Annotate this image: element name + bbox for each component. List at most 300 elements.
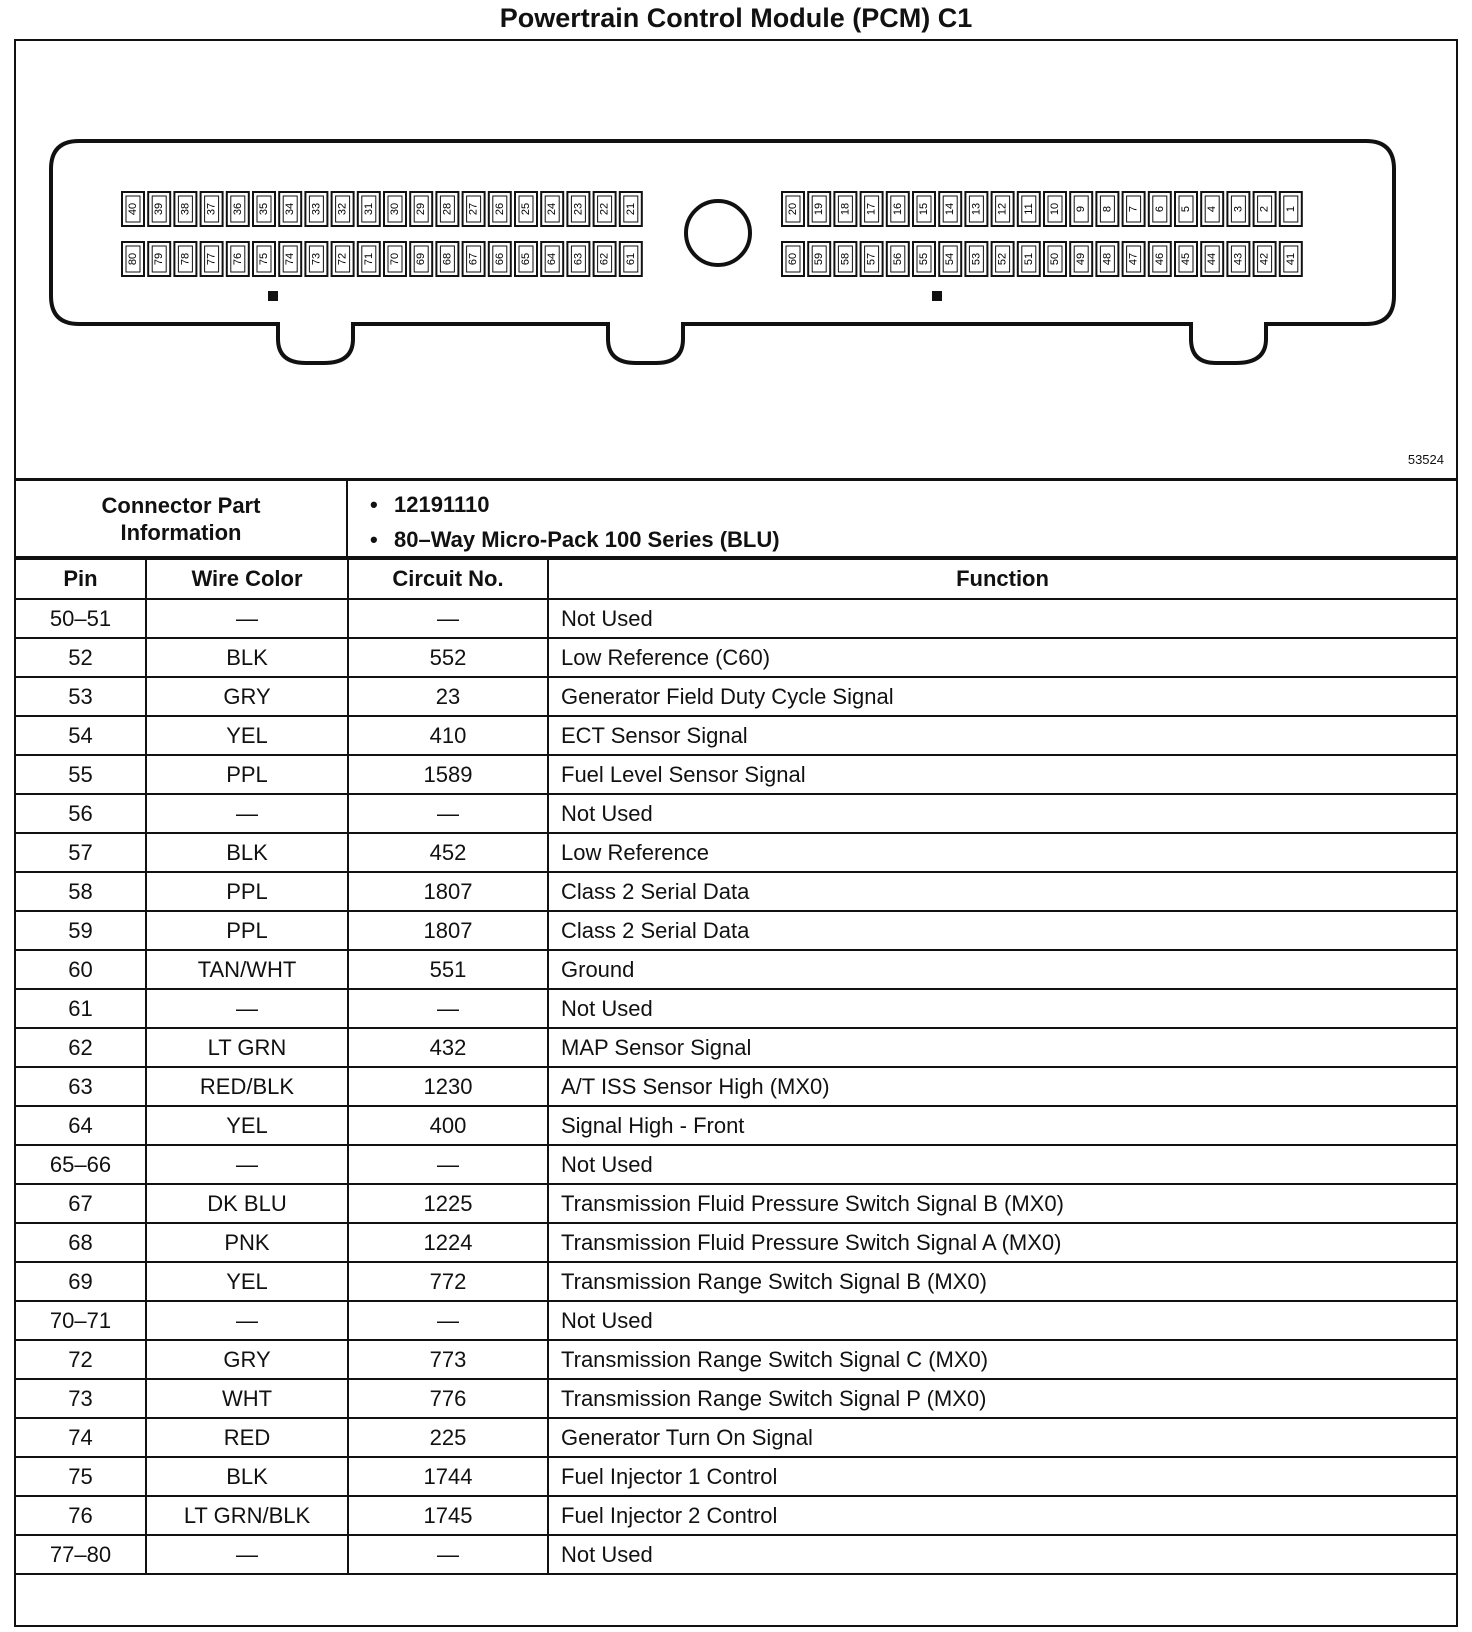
wire-color-cell: GRY [146,677,348,716]
connector-pin-cavity [489,192,511,226]
wire-color-cell: BLK [146,638,348,677]
part-number-line [370,487,780,522]
function-cell: Transmission Fluid Pressure Switch Signal A (MX0) [548,1223,1456,1262]
function-cell: Not Used [548,599,1456,638]
table-row [16,989,1456,1028]
connector-pin-cavity [515,192,537,226]
pin-number-label: 77 [205,252,218,266]
pin-75-marker [268,291,278,301]
connector-pin-cavity [1280,242,1302,276]
connector-pin-cavity [174,242,196,276]
circuit-cell: 552 [348,638,548,677]
connector-pin-cavity [410,192,432,226]
connector-pin-cavity [913,242,935,276]
connector-info-values [370,487,780,557]
circuit-cell: 551 [348,950,548,989]
connector-pin-cavity [201,192,223,226]
circuit-cell: 1744 [348,1457,548,1496]
circuit-cell: 1807 [348,872,548,911]
pin-number-label: 60 [787,252,799,266]
circuit-cell: 776 [348,1379,548,1418]
pin-number-label: 25 [520,202,532,216]
connector-pin-cavity [1201,242,1223,276]
connector-pin-cavity [410,242,432,276]
pin-number-label: 56 [891,252,904,266]
connector-pin-cavity [436,242,458,276]
circuit-cell: 773 [348,1340,548,1379]
connector-pin-cavity [620,242,642,276]
connector-pin-cavity [463,242,485,276]
pin-number-label: 78 [179,252,192,266]
function-cell: Generator Turn On Signal [548,1418,1456,1457]
table-row [16,833,1456,872]
pin-cell: 75 [16,1457,146,1496]
pin-cell: 56 [16,794,146,833]
wire-color-cell: RED [146,1418,348,1457]
function-cell: ECT Sensor Signal [548,716,1456,755]
connector-description: 80–Way Micro-Pack 100 Series (BLU) [394,527,780,552]
bullet: • [370,492,378,517]
circuit-cell: 1224 [348,1223,548,1262]
part-number: 12191110 [394,492,490,517]
function-cell: A/T ISS Sensor High (MX0) [548,1067,1456,1106]
pin-number-label: 24 [546,202,559,216]
pin-number-label: 1 [1284,205,1297,213]
pin-number-label: 10 [1049,202,1061,216]
connector-pin-cavity [992,192,1014,226]
pin-cell: 59 [16,911,146,950]
table-row [16,1535,1456,1574]
table-row [16,1028,1456,1067]
pin-number-label: 47 [1127,252,1140,266]
table-row [16,1184,1456,1223]
table-row [16,1340,1456,1379]
pin-cell: 74 [16,1418,146,1457]
table-row [16,794,1456,833]
connector-pin-cavity [253,192,275,226]
pin-number-label: 62 [598,252,611,266]
connector-pin-cavity [834,242,856,276]
pin-number-label: 18 [839,202,852,216]
connector-pin-cavity [1018,192,1040,226]
connector-pin-cavity [541,242,563,276]
connector-info-label-line2: Information [120,519,242,545]
circuit-cell: 1745 [348,1496,548,1535]
pin-number-label: 74 [284,252,297,266]
wire-color-cell: — [146,1535,348,1574]
pin-number-label: 26 [493,202,506,216]
connector-pin-cavity [1254,242,1276,276]
connector-pin-cavity [1201,192,1223,226]
function-cell: Signal High - Front [548,1106,1456,1145]
wire-color-cell: BLK [146,833,348,872]
connector-pin-cavity [965,242,987,276]
connector-pin-cavity [1018,242,1040,276]
connector-pin-cavity [1254,192,1276,226]
wire-color-cell: PPL [146,755,348,794]
circuit-cell: 772 [348,1262,548,1301]
pin-cell: 77–80 [16,1535,146,1574]
pin-number-label: 40 [127,202,139,216]
connector-pin-cavity [939,242,961,276]
pin-number-label: 29 [415,202,428,216]
connector-pin-cavity [122,192,144,226]
function-cell: Not Used [548,1535,1456,1574]
pin-cell: 76 [16,1496,146,1535]
pin-number-label: 72 [336,252,349,266]
wire-color-cell: LT GRN [146,1028,348,1067]
pin-number-label: 67 [467,252,480,266]
pin-number-label: 53 [970,252,983,266]
pin-number-label: 58 [839,252,852,266]
circuit-cell: 225 [348,1418,548,1457]
connector-pin-cavity [227,242,249,276]
pin-cell: 61 [16,989,146,1028]
connector-part-info [16,481,1456,558]
connector-pin-cavity [515,242,537,276]
pin-number-label: 14 [944,202,957,216]
pin-number-label: 2 [1258,205,1271,213]
pin-cell: 72 [16,1340,146,1379]
pin-number-label: 46 [1153,252,1166,266]
pin-cell: 57 [16,833,146,872]
pin-number-label: 51 [1022,252,1035,266]
table-row [16,1145,1456,1184]
pin-number-label: 61 [624,252,637,266]
function-cell: Transmission Range Switch Signal P (MX0) [548,1379,1456,1418]
circuit-cell: 432 [348,1028,548,1067]
pin-cell: 53 [16,677,146,716]
connector-pin-cavity [782,242,804,276]
wire-color-cell: YEL [146,1106,348,1145]
pin-number-label: 41 [1284,252,1297,266]
header-pin: Pin [16,559,146,599]
connector-pin-cavity [1280,192,1302,226]
connector-pin-cavity [1227,242,1249,276]
pinout-table [16,558,1456,1575]
pin-number-label: 66 [493,252,506,266]
connector-pin-cavity [332,242,354,276]
function-cell: Fuel Injector 2 Control [548,1496,1456,1535]
connector-pin-cavity [965,192,987,226]
pin-number-label: 69 [415,252,428,266]
table-row [16,911,1456,950]
connector-pin-cavity [594,192,616,226]
connector-pin-cavity [148,192,170,226]
wire-color-cell: WHT [146,1379,348,1418]
connector-pin-cavity [861,242,883,276]
connector-pin-cavity [887,242,909,276]
table-row [16,1067,1456,1106]
wire-color-cell: YEL [146,716,348,755]
pin-number-label: 52 [996,252,1009,266]
connector-pin-cavity [1123,242,1145,276]
wire-color-cell: TAN/WHT [146,950,348,989]
pin-number-label: 28 [441,202,454,216]
function-cell: Low Reference [548,833,1456,872]
connector-pin-cavity [463,192,485,226]
pin-cell: 73 [16,1379,146,1418]
pin-cell: 58 [16,872,146,911]
connector-pin-cavity [358,192,380,226]
connector-pin-cavity [1149,192,1171,226]
pin-number-label: 19 [813,202,826,216]
table-row [16,1223,1456,1262]
pin-number-label: 27 [467,202,480,216]
circuit-cell: — [348,1301,548,1340]
table-row [16,1418,1456,1457]
pin-number-label: 12 [996,202,1009,216]
pin-cell: 65–66 [16,1145,146,1184]
pin-cell: 62 [16,1028,146,1067]
pin-number-label: 21 [624,202,637,216]
connector-pin-cavity [887,192,909,226]
function-cell: Transmission Range Switch Signal C (MX0) [548,1340,1456,1379]
connector-pin-cavity [808,192,830,226]
connector-pin-cavity [808,242,830,276]
pin-cell: 54 [16,716,146,755]
pin-number-label: 9 [1075,205,1088,213]
connector-pin-cavity [992,242,1014,276]
pin-number-label: 4 [1206,205,1219,213]
connector-pin-cavity [567,242,589,276]
connector-pin-cavity [1175,192,1197,226]
circuit-cell: — [348,794,548,833]
connector-pin-cavity [1070,242,1092,276]
pin-number-label: 5 [1180,205,1192,213]
pin-cell: 64 [16,1106,146,1145]
pin-number-label: 57 [865,252,878,266]
function-cell: Fuel Level Sensor Signal [548,755,1456,794]
connector-pin-cavity [834,192,856,226]
function-cell: Transmission Fluid Pressure Switch Signal B (MX0) [548,1184,1456,1223]
pin-number-label: 23 [572,202,585,216]
connector-face-drawing [16,41,1456,478]
circuit-cell: 1225 [348,1184,548,1223]
pin-number-label: 30 [389,202,401,216]
pin-number-label: 17 [865,202,878,216]
pin-number-label: 50 [1049,252,1061,266]
circuit-cell: 1230 [348,1067,548,1106]
connector-info-label [16,481,348,556]
function-cell: Ground [548,950,1456,989]
pin-number-label: 65 [520,252,532,266]
pin-number-label: 43 [1232,252,1245,266]
table-row [16,1106,1456,1145]
pin-number-label: 36 [231,202,244,216]
pin-number-label: 33 [310,202,323,216]
pin-number-label: 31 [362,202,375,216]
connector-pin-cavity [861,192,883,226]
connector-pin-cavity [148,242,170,276]
pin-number-label: 49 [1075,252,1088,266]
circuit-cell: 452 [348,833,548,872]
pin-number-label: 38 [179,202,192,216]
pin-number-label: 63 [572,252,585,266]
connector-pin-cavity [1149,242,1171,276]
connector-pin-cavity [567,192,589,226]
wire-color-cell: PNK [146,1223,348,1262]
table-row [16,1379,1456,1418]
pin-number-label: 37 [205,202,218,216]
pin-cell: 69 [16,1262,146,1301]
connector-pin-cavity [1096,242,1118,276]
connector-pin-cavity [541,192,563,226]
pin-number-label: 13 [970,202,983,216]
table-row [16,755,1456,794]
circuit-cell: — [348,989,548,1028]
pin-number-label: 7 [1127,205,1140,213]
circuit-cell: 410 [348,716,548,755]
pin-number-label: 64 [546,252,559,266]
header-function: Function [548,559,1456,599]
function-cell: Low Reference (C60) [548,638,1456,677]
pin-number-label: 20 [787,202,799,216]
connector-pin-cavity [594,242,616,276]
wire-color-cell: — [146,1301,348,1340]
connector-pin-cavity [384,192,406,226]
connector-pin-cavity [436,192,458,226]
circuit-cell: — [348,1535,548,1574]
pin-number-label: 76 [231,252,244,266]
figure-number: 53524 [1407,452,1444,467]
header-wire-color: Wire Color [146,559,348,599]
pin-number-label: 70 [389,252,401,266]
pin-number-label: 22 [598,202,611,216]
connector-pin-cavity [939,192,961,226]
pin-cell: 68 [16,1223,146,1262]
pin-cell: 50–51 [16,599,146,638]
table-header-row [16,559,1456,599]
circuit-cell: 1589 [348,755,548,794]
function-cell: Not Used [548,989,1456,1028]
function-cell: Transmission Range Switch Signal B (MX0) [548,1262,1456,1301]
pin-number-label: 11 [1022,203,1035,215]
pin-number-label: 79 [153,252,166,266]
pin-number-label: 34 [284,202,297,216]
pin-number-label: 44 [1206,252,1219,266]
connector-pin-cavity [305,242,327,276]
function-cell: Class 2 Serial Data [548,911,1456,950]
connector-pin-cavity [227,192,249,226]
document-frame [14,39,1458,1627]
pin-number-label: 59 [813,252,826,266]
pin-number-label: 39 [153,202,166,216]
table-row [16,599,1456,638]
pin-number-label: 8 [1101,205,1114,213]
pin-cell: 63 [16,1067,146,1106]
pin-cell: 60 [16,950,146,989]
function-cell: Not Used [548,1145,1456,1184]
circuit-cell: — [348,1145,548,1184]
table-row [16,950,1456,989]
wire-color-cell: PPL [146,872,348,911]
pin-number-label: 80 [127,252,139,266]
connector-pin-cavity [913,192,935,226]
table-row [16,1496,1456,1535]
table-row [16,1262,1456,1301]
pin-cell: 67 [16,1184,146,1223]
connector-pin-cavity [122,242,144,276]
connector-info-label-line1: Connector Part [101,492,261,518]
wire-color-cell: PPL [146,911,348,950]
connector-pin-cavity [305,192,327,226]
connector-pin-cavity [332,192,354,226]
connector-key-circle [686,201,750,265]
connector-pin-cavity [1070,192,1092,226]
pin-number-label: 68 [441,252,454,266]
function-cell: Not Used [548,794,1456,833]
pin-number-label: 71 [362,252,375,266]
connector-pin-cavity [253,242,275,276]
table-row [16,872,1456,911]
pin-cell: 70–71 [16,1301,146,1340]
wire-color-cell: RED/BLK [146,1067,348,1106]
connector-diagram [16,41,1456,481]
connector-pin-cavity [279,242,301,276]
wire-color-cell: GRY [146,1340,348,1379]
circuit-cell: — [348,599,548,638]
connector-pin-cavity [174,192,196,226]
pin-number-label: 73 [310,252,323,266]
pin-cell: 52 [16,638,146,677]
wire-color-cell: BLK [146,1457,348,1496]
pin-number-label: 15 [918,202,930,216]
function-cell: Not Used [548,1301,1456,1340]
pin-number-label: 75 [258,252,270,266]
connector-pin-cavity [1175,242,1197,276]
pin-number-label: 16 [891,202,904,216]
table-row [16,677,1456,716]
function-cell: Fuel Injector 1 Control [548,1457,1456,1496]
pin-number-label: 6 [1153,205,1166,213]
circuit-cell: 23 [348,677,548,716]
connector-pin-cavity [620,192,642,226]
connector-pin-cavity [1123,192,1145,226]
wire-color-cell: LT GRN/BLK [146,1496,348,1535]
wire-color-cell: — [146,794,348,833]
pin-number-label: 42 [1258,252,1271,266]
pin-number-label: 45 [1180,252,1192,266]
connector-pin-cavity [384,242,406,276]
pin-number-label: 54 [944,252,957,266]
wire-color-cell: — [146,1145,348,1184]
wire-color-cell: — [146,599,348,638]
connector-pin-cavity [1044,192,1066,226]
function-cell: Generator Field Duty Cycle Signal [548,677,1456,716]
connector-pin-cavity [358,242,380,276]
pin-number-label: 48 [1101,252,1114,266]
wire-color-cell: YEL [146,1262,348,1301]
connector-pin-cavity [1227,192,1249,226]
connector-pin-cavity [279,192,301,226]
bullet: • [370,527,378,552]
connector-pin-cavity [489,242,511,276]
function-cell: MAP Sensor Signal [548,1028,1456,1067]
connector-pin-cavity [782,192,804,226]
pin-number-label: 32 [336,202,349,216]
header-circuit-no: Circuit No. [348,559,548,599]
pin-55-marker [932,291,942,301]
connector-pin-cavity [1096,192,1118,226]
circuit-cell: 1807 [348,911,548,950]
connector-description-line [370,522,780,557]
pin-number-label: 35 [258,202,270,216]
wire-color-cell: — [146,989,348,1028]
table-row [16,716,1456,755]
circuit-cell: 400 [348,1106,548,1145]
table-row [16,638,1456,677]
